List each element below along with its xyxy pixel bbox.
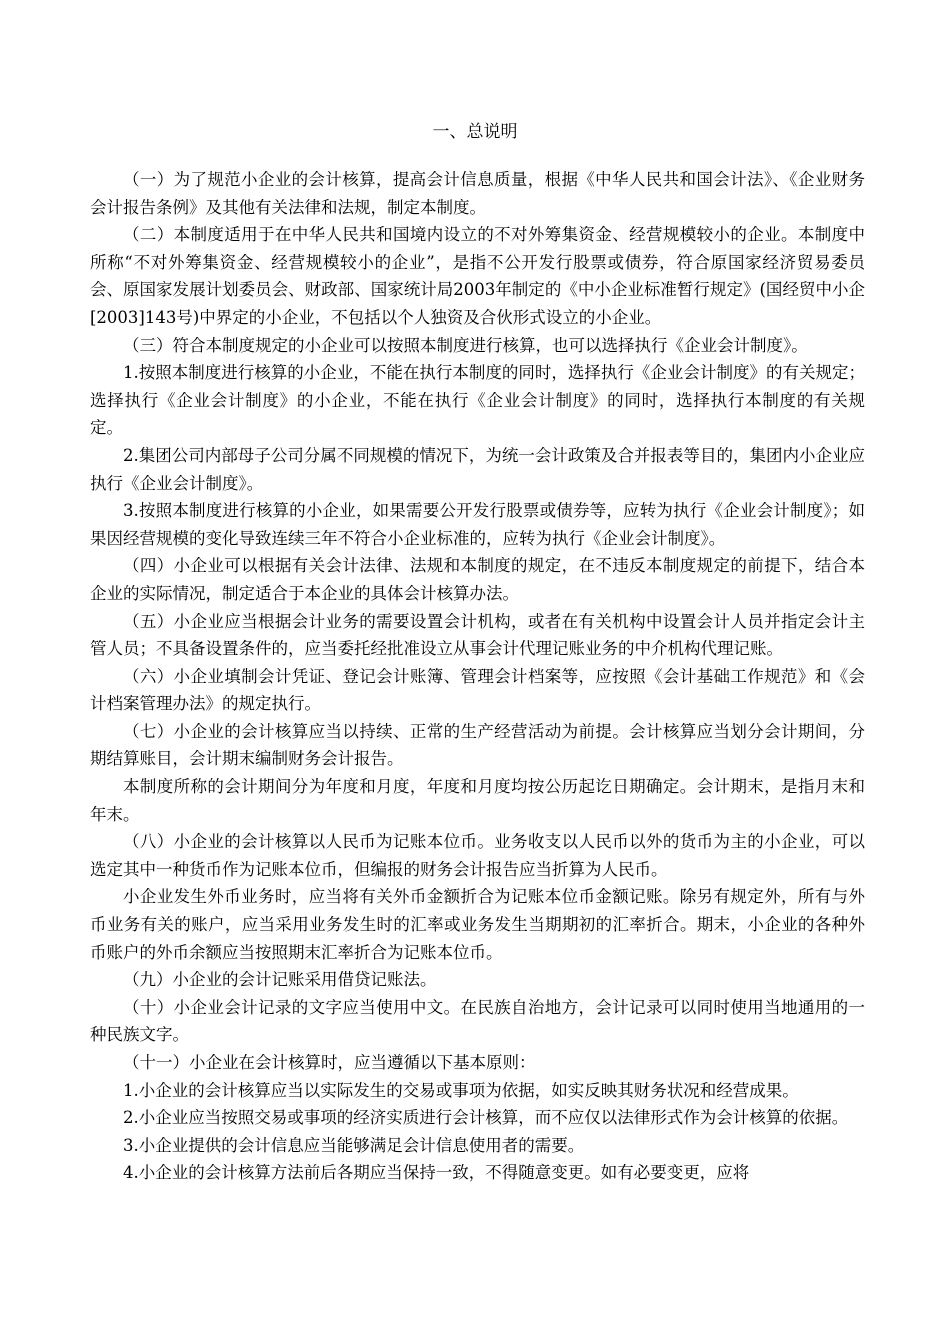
- paragraph: （五）小企业应当根据会计业务的需要设置会计机构，或者在有关机构中设置会计人员并指定会计主管人员；不具备设置条件的，应当委托经批准设立从事会计代理记账业务的中介机构代理记账。: [90, 611, 865, 659]
- paragraph: 1.小企业的会计核算应当以实际发生的交易或事项为依据，如实反映其财务状况和经营成果。: [123, 1080, 799, 1100]
- paragraph: （十一）小企业在会计核算时，应当遵循以下基本原则：: [123, 1053, 536, 1072]
- paragraph: 2.集团公司内部母子公司分属不同规模的情况下，为统一会计政策及合并报表等目的，集团内小企业应执行《企业会计制度》。: [90, 445, 865, 493]
- paragraph: （二）本制度适用于在中华人民共和国境内设立的不对外筹集资金、经营规模较小的企业。本制度中所称“不对外筹集资金、经营规模较小的企业”，是指不公开发行股票或债券，符合原国家经济贸易委员会、原国家发展计划委员会、财政部、国家统计局2003年制定的《中小企业标准暂行规定》(国经贸中小企[2003]143号)中界定的小企业，不包括以个人独资及合伙形式设立的小企业。: [90, 225, 865, 327]
- paragraph: （十）小企业会计记录的文字应当使用中文。在民族自治地方，会计记录可以同时使用当地通用的一种民族文字。: [90, 997, 865, 1045]
- paragraph: 2.小企业应当按照交易或事项的经济实质进行会计核算，而不应仅以法律形式作为会计核算的依据。: [123, 1108, 849, 1128]
- paragraph: （九）小企业的会计记账采用借贷记账法。: [123, 970, 437, 990]
- paragraph: （四）小企业可以根据有关会计法律、法规和本制度的规定，在不违反本制度规定的前提下，结合本企业的实际情况，制定适合于本企业的具体会计核算办法。: [90, 556, 865, 603]
- paragraph: 1.按照本制度进行核算的小企业，不能在执行本制度的同时，选择执行《企业会计制度》的有关规定；选择执行《企业会计制度》的小企业，不能在执行《企业会计制度》的同时，选择执行本制度的有关规定。: [90, 363, 865, 438]
- document-body: [90, 166, 865, 1187]
- paragraph: （八）小企业的会计核算以人民币为记账本位币。业务收支以人民币以外的货币为主的小企业，可以选定其中一种货币作为记账本位币，但编报的财务会计报告应当折算为人民币。: [90, 832, 865, 879]
- paragraph: （七）小企业的会计核算应当以持续、正常的生产经营活动为前提。会计核算应当划分会计期间，分期结算账目，会计期末编制财务会计报告。: [90, 721, 865, 769]
- paragraph: 本制度所称的会计期间分为年度和月度，年度和月度均按公历起讫日期确定。会计期末，是指月末和年末。: [90, 777, 865, 824]
- paragraph: 4.小企业的会计核算方法前后各期应当保持一致，不得随意变更。如有必要变更，应将: [123, 1163, 750, 1183]
- paragraph: 3.按照本制度进行核算的小企业，如果需要公开发行股票或债券等，应转为执行《企业会计制度》；如果因经营规模的变化导致连续三年不符合小企业标准的，应转为执行《企业会计制度》。: [90, 501, 865, 548]
- paragraph: 3.小企业提供的会计信息应当能够满足会计信息使用者的需要。: [123, 1135, 585, 1155]
- paragraph: （六）小企业填制会计凭证、登记会计账簿、管理会计档案等，应按照《会计基础工作规范》和《会计档案管理办法》的规定执行。: [90, 666, 865, 714]
- paragraph: （一）为了规范小企业的会计核算，提高会计信息质量，根据《中华人民共和国会计法》、《企业财务会计报告条例》及其他有关法律和法规，制定本制度。: [90, 170, 865, 217]
- paragraph: （三）符合本制度规定的小企业可以按照本制度进行核算，也可以选择执行《企业会计制度》。: [123, 335, 808, 355]
- section-heading: 一、总说明: [432, 122, 518, 142]
- paragraph: 小企业发生外币业务时，应当将有关外币金额折合为记账本位币金额记账。除另有规定外，所有与外币业务有关的账户，应当采用业务发生时的汇率或业务发生当期期初的汇率折合。期末，小企业的各种外币账户的外币余额应当按照期末汇率折合为记账本位币。: [90, 887, 865, 962]
